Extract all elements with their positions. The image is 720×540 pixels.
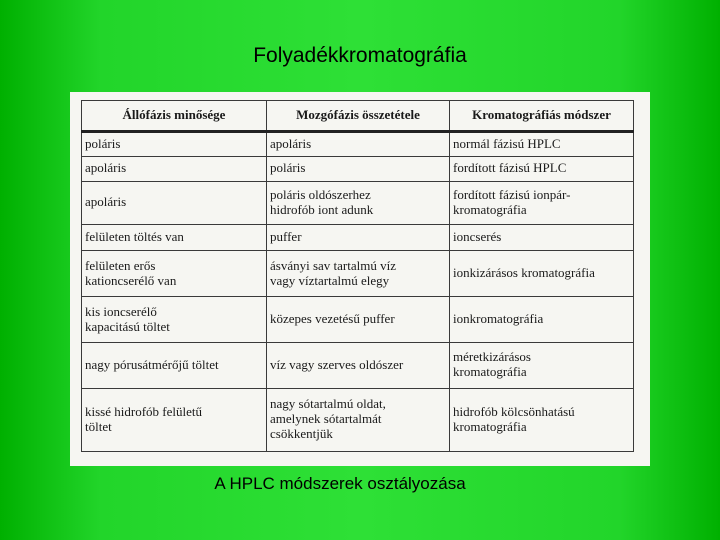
table-row <box>82 297 634 343</box>
stationary-phase-cell: apoláris <box>82 181 267 225</box>
table-row <box>82 156 634 181</box>
stationary-phase-cell: nagy pórusátmérőjű töltet <box>82 342 267 388</box>
slide-title: Folyadékkromatográfia <box>253 44 467 67</box>
header-method: Kromatográfiás módszer <box>450 101 634 132</box>
mobile-phase-cell: víz vagy szerves oldószer <box>267 342 450 388</box>
stationary-phase-cell: poláris <box>82 131 267 156</box>
header-stationary-phase: Állófázis minősége <box>82 101 267 132</box>
slide-caption: A HPLC módszerek osztályozása <box>214 474 466 493</box>
table-row <box>82 131 634 156</box>
stationary-phase-cell: felületen erős kationcserélő van <box>82 251 267 297</box>
method-cell: fordított fázisú ionpár- kromatográfia <box>450 181 634 225</box>
table-header-row <box>82 101 634 132</box>
table-row <box>82 388 634 451</box>
mobile-phase-cell: apoláris <box>267 131 450 156</box>
table-row <box>82 225 634 251</box>
table-row <box>82 342 634 388</box>
stationary-phase-cell: kis ioncserélő kapacitású töltet <box>82 297 267 343</box>
method-cell: ioncserés <box>450 225 634 251</box>
mobile-phase-cell: poláris oldószerhez hidrofób iont adunk <box>267 181 450 225</box>
hplc-classification-table <box>81 100 634 452</box>
mobile-phase-cell: ásványi sav tartalmú víz vagy víztartalmú elegy <box>267 251 450 297</box>
mobile-phase-cell: nagy sótartalmú oldat, amelynek sótartalmát csökkentjük <box>267 388 450 451</box>
table-image <box>70 92 650 466</box>
table-row <box>82 181 634 225</box>
mobile-phase-cell: puffer <box>267 225 450 251</box>
stationary-phase-cell: apoláris <box>82 156 267 181</box>
method-cell: méretkizárásos kromatográfia <box>450 342 634 388</box>
method-cell: ionkromatográfia <box>450 297 634 343</box>
method-cell: ionkizárásos kromatográfia <box>450 251 634 297</box>
method-cell: hidrofób kölcsönhatású kromatográfia <box>450 388 634 451</box>
header-mobile-phase: Mozgófázis összetétele <box>267 101 450 132</box>
mobile-phase-cell: poláris <box>267 156 450 181</box>
method-cell: normál fázisú HPLC <box>450 131 634 156</box>
method-cell: fordított fázisú HPLC <box>450 156 634 181</box>
table-row <box>82 251 634 297</box>
stationary-phase-cell: felületen töltés van <box>82 225 267 251</box>
stationary-phase-cell: kissé hidrofób felületű töltet <box>82 388 267 451</box>
mobile-phase-cell: közepes vezetésű puffer <box>267 297 450 343</box>
